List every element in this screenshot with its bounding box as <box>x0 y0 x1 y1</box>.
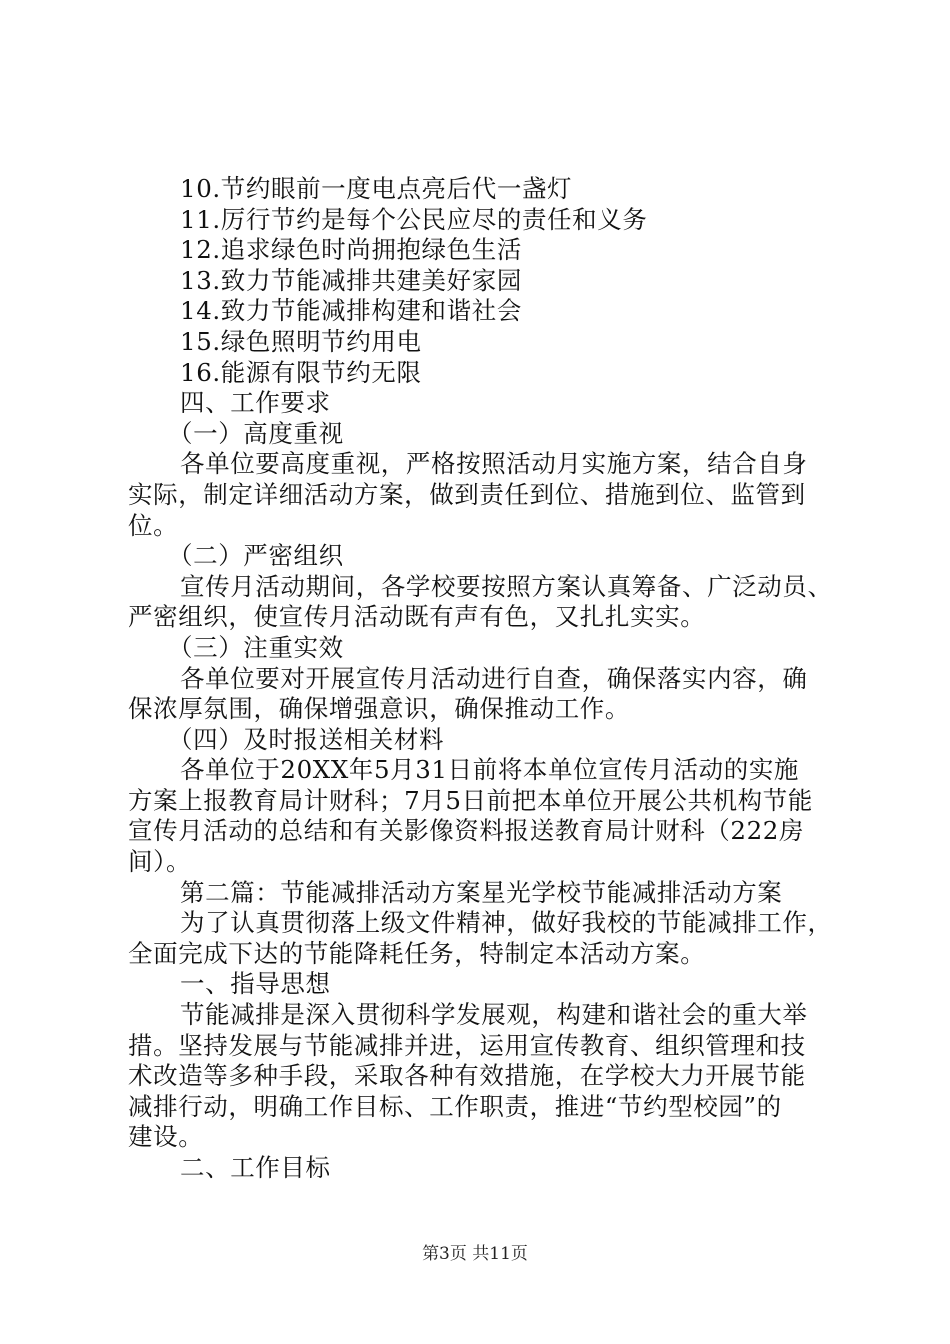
text-line: 11.厉行节约是每个公民应尽的责任和义务 <box>180 204 648 234</box>
text-line: 全面完成下达的节能降耗任务，特制定本活动方案。 <box>128 938 706 968</box>
text-line: 措。坚持发展与节能减排并进，运用宣传教育、组织管理和技 <box>128 1030 806 1060</box>
text-line: 15.绿色照明节约用电 <box>180 326 422 356</box>
text-line: （一）高度重视 <box>168 418 344 448</box>
text-line: 各单位要对开展宣传月活动进行自查，确保落实内容，确 <box>180 663 808 693</box>
document-body <box>128 174 838 1184</box>
text-line: （三）注重实效 <box>168 632 344 662</box>
text-line: 宣传月活动期间，各学校要按照方案认真筹备、广泛动员、 <box>180 571 833 601</box>
text-line: （四）及时报送相关材料 <box>168 724 445 754</box>
text-line: 10.节约眼前一度电点亮后代一盏灯 <box>180 174 573 203</box>
text-line: 第二篇：节能减排活动方案星光学校节能减排活动方案 <box>180 877 783 907</box>
text-line: 为了认真贯彻落上级文件精神，做好我校的节能减排工作， <box>180 908 833 938</box>
text-line: 16.能源有限节约无限 <box>180 357 422 387</box>
text-line: 建设。 <box>128 1122 204 1152</box>
text-line: 术改造等多种手段，采取各种有效措施，在学校大力开展节能 <box>128 1061 806 1091</box>
text-line: 13.致力节能减排共建美好家园 <box>180 265 522 295</box>
text-line: 节能减排是深入贯彻科学发展观，构建和谐社会的重大举 <box>180 1000 808 1030</box>
text-line: 四、工作要求 <box>180 388 331 418</box>
text-line: 宣传月活动的总结和有关影像资料报送教育局计财科（222房 <box>128 816 805 846</box>
page-footer: 第3页 共11页 <box>422 1244 528 1264</box>
text-line: （二）严密组织 <box>168 541 344 571</box>
text-line: 一、指导思想 <box>180 969 331 999</box>
text-line: 位。 <box>128 510 179 540</box>
text-line: 间）。 <box>128 847 192 877</box>
text-line: 减排行动，明确工作目标、工作职责，推进“节约型校园”的 <box>128 1091 782 1121</box>
text-line: 12.追求绿色时尚拥抱绿色生活 <box>180 235 522 265</box>
text-line: 14.致力节能减排构建和谐社会 <box>180 296 522 326</box>
text-line: 各单位于20XX年5月31日前将本单位宣传月活动的实施 <box>180 755 800 785</box>
text-line: 实际，制定详细活动方案，做到责任到位、措施到位、监管到 <box>128 479 806 509</box>
text-line: 二、工作目标 <box>180 1153 331 1182</box>
text-line: 方案上报教育局计财科；7月5日前把本单位开展公共机构节能 <box>128 785 813 815</box>
text-line: 各单位要高度重视，严格按照活动月实施方案，结合自身 <box>180 449 808 479</box>
text-line: 严密组织，使宣传月活动既有声有色，又扎扎实实。 <box>128 602 706 632</box>
text-line: 保浓厚氛围，确保增强意识，确保推动工作。 <box>128 694 630 724</box>
